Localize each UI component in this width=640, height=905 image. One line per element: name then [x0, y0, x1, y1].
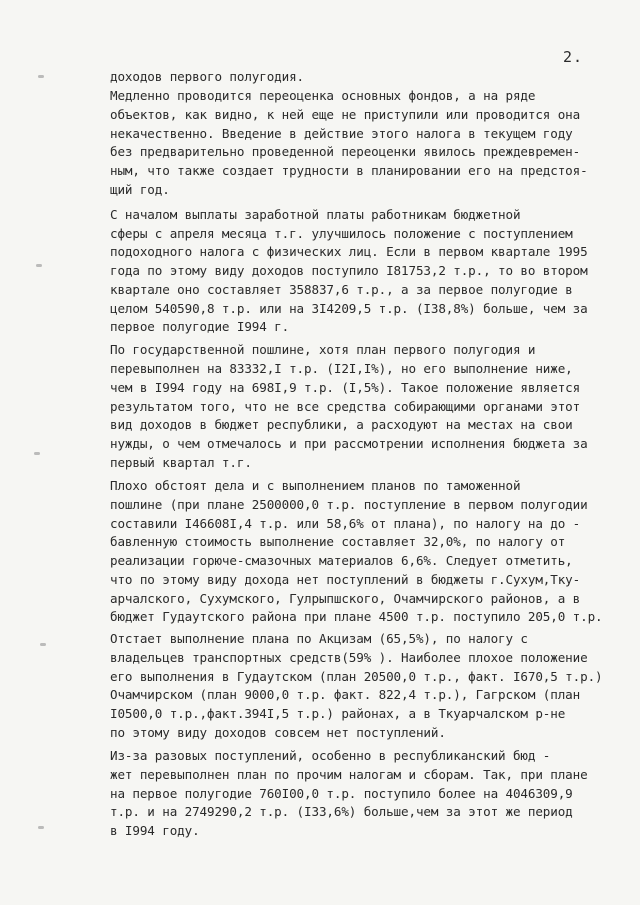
text-line: без предварительно проведенной переоценки явилось преждевремен-	[110, 144, 581, 159]
text-line: пошлине (при плане 2500000,0 т.р. поступление в первом полугодии	[110, 497, 588, 512]
text-line: т.р. и на 2749290,2 т.р. (I33,6%) больше,чем за этот же период	[110, 804, 573, 819]
text-line: Отстает выполнение плана по Акцизам (65,5%), по налогу с	[110, 631, 528, 646]
text-line: владельцев транспортных средств(59% ). Наиболее плохое положение	[110, 650, 588, 665]
text-line: нужды, о чем отмечалось и при рассмотрении исполнения бюджета за	[110, 436, 588, 451]
page-number: 2.	[563, 48, 584, 66]
text-line: подоходного налога с физических лиц. Если в первом квартале 1995	[110, 244, 588, 259]
margin-speck	[40, 643, 46, 646]
text-line: бюджет Гудаутского района при плане 4500 т.р. поступило 205,0 т.р.	[110, 609, 603, 624]
text-line: жет перевыполнен план по прочим налогам и сборам. Так, при плане	[110, 767, 588, 782]
text-line: I0500,0 т.р.,факт.394I,5 т.р.) районах, а в Ткуарчалском р-не	[110, 706, 566, 721]
margin-speck	[38, 75, 44, 78]
text-line: Плохо обстоят дела и с выполнением планов по таможенной	[110, 478, 521, 493]
text-line: результатом того, что не все средства собирающими органами этот	[110, 399, 581, 414]
text-line: реализации горюче-смазочных материалов 6,6%. Следует отметить,	[110, 553, 573, 568]
text-line: По государственной пошлине, хотя план первого полугодия и	[110, 342, 536, 357]
text-line: в I994 году.	[110, 823, 200, 838]
text-line: объектов, как видно, к ней еще не приступили или проводится она	[110, 107, 581, 122]
margin-speck	[36, 264, 42, 267]
text-line: перевыполнен на 83332,I т.р. (I2I,I%), но его выполнение ниже,	[110, 361, 573, 376]
text-line: доходов первого полугодия.	[110, 69, 305, 84]
text-line: на первое полугодие 760I00,0 т.р. поступило более на 4046309,9	[110, 786, 573, 801]
text-line: С началом выплаты заработной платы работникам бюджетной	[110, 207, 521, 222]
text-line: целом 540590,8 т.р. или на 3I4209,5 т.р. (I38,8%) больше, чем за	[110, 301, 588, 316]
text-line: вид доходов в бюджет республики, а расходуют на местах на свои	[110, 417, 573, 432]
text-line: Очамчирском (план 9000,0 т.р. факт. 822,4 т.р.), Гагрском (план	[110, 687, 581, 702]
text-line: щий год.	[110, 182, 170, 197]
text-line: первый квартал т.г.	[110, 455, 252, 470]
text-line: квартале оно составляет 358837,6 т.р., а за первое полугодие в	[110, 282, 573, 297]
margin-speck	[34, 452, 40, 455]
text-line: некачественно. Введение в действие этого налога в текущем году	[110, 126, 573, 141]
text-line: чем в I994 году на 698I,9 т.р. (I,5%). Такое положение является	[110, 380, 581, 395]
text-line: ным, что также создает трудности в планировании его на предстоя-	[110, 163, 588, 178]
text-line: по этому виду доходов совсем нет поступлений.	[110, 725, 446, 740]
margin-speck	[38, 826, 44, 829]
text-line: его выполнения в Гудаутском (план 20500,0 т.р., факт. I670,5 т.р.)	[110, 669, 603, 684]
text-line: Медленно проводится переоценка основных фондов, а на ряде	[110, 88, 536, 103]
text-line: сферы с апреля месяца т.г. улучшилось положение с поступлением	[110, 226, 573, 241]
text-line: что по этому виду дохода нет поступлений в бюджеты г.Сухум,Тку-	[110, 572, 581, 587]
text-line: бавленную стоимость выполнение составляет 32,0%, по налогу от	[110, 534, 566, 549]
text-line: Из-за разовых поступлений, особенно в республиканский бюд -	[110, 748, 551, 763]
text-line: арчалского, Сухумского, Гулрыпшского, Очамчирского районов, а в	[110, 591, 581, 606]
text-line: года по этому виду доходов поступило I81753,2 т.р., то во втором	[110, 263, 588, 278]
text-line: составили I46608I,4 т.р. или 58,6% от плана), по налогу на до -	[110, 516, 581, 531]
text-line: первое полугодие I994 г.	[110, 319, 290, 334]
